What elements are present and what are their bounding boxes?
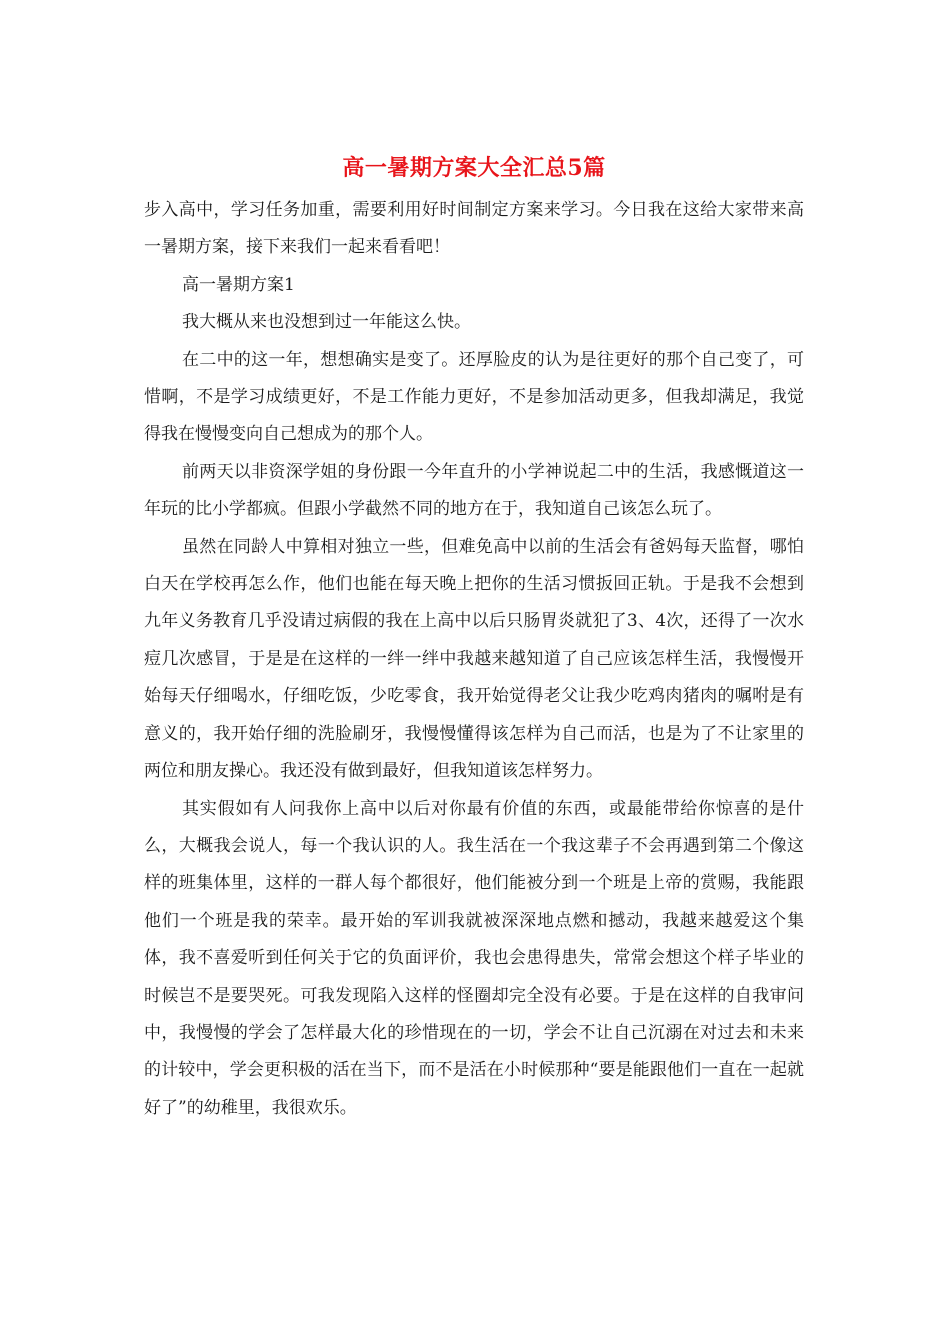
body-paragraph: 在二中的这一年，想想确实是变了。还厚脸皮的认为是往更好的那个自己变了，可惜啊，不是学习成绩更好，不是工作能力更好，不是参加活动更多，但我却满足，我觉得我在慢慢变向自己想成为的那个人。 (144, 349, 804, 445)
section-heading: 高一暑期方案1 (182, 274, 295, 295)
document-title: 高一暑期方案大全汇总5篇 (342, 155, 606, 181)
intro-paragraph: 步入高中，学习任务加重，需要利用好时间制定方案来学习。今日我在这给大家带来高一暑期方案，接下来我们一起来看看吧！ (144, 200, 804, 258)
body-paragraph: 其实假如有人问我你上高中以后对你最有价值的东西，或最能带给你惊喜的是什么，大概我会说人，每一个我认识的人。我生活在一个我这辈子不会再遇到第二个像这样的班集体里，这样的一群人每个都很好，他们能被分到一个班是上帝的赏赐，我能跟他们一个班是我的荣幸。最开始的军训我就被深深地点燃和撼动，我越来越爱这个集体，我不喜爱听到任何关于它的负面评价，我也会患得患失，常常会想这个样子毕业的时候岂不是要哭死。可我发现陷入这样的怪圈却完全没有必要。于是在这样的自我审问中，我慢慢的学会了怎样最大化的珍惜现在的一切，学会不让自己沉溺在对过去和未来的计较中，学会更积极的活在当下，而不是活在小时候那种“要是能跟他们一直在一起就好了”的幼稚里，我很欢乐。 (144, 798, 804, 1118)
document-body (144, 146, 804, 1127)
body-paragraph: 虽然在同龄人中算相对独立一些，但难免高中以前的生活会有爸妈每天监督，哪怕白天在学校再怎么作，他们也能在每天晚上把你的生活习惯扳回正轨。于是我不会想到九年义务教育几乎没请过病假的我在上高中以后只肠胃炎就犯了3、4次，还得了一次水痘几次感冒，于是是在这样的一绊一绊中我越来越知道了自己应该怎样生活，我慢慢开始每天仔细喝水，仔细吃饭，少吃零食，我开始觉得老父让我少吃鸡肉猪肉的嘱咐是有意义的，我开始仔细的洗脸刷牙，我慢慢懂得该怎样为自己而活，也是为了不让家里的两位和朋友操心。我还没有做到最好，但我知道该怎样努力。 (144, 536, 804, 782)
body-paragraph: 我大概从来也没想到过一年能这么快。 (182, 312, 471, 333)
body-paragraph: 前两天以非资深学姐的身份跟一今年直升的小学神说起二中的生活，我感慨道这一年玩的比小学都疯。但跟小学截然不同的地方在于，我知道自己该怎么玩了。 (144, 461, 804, 520)
